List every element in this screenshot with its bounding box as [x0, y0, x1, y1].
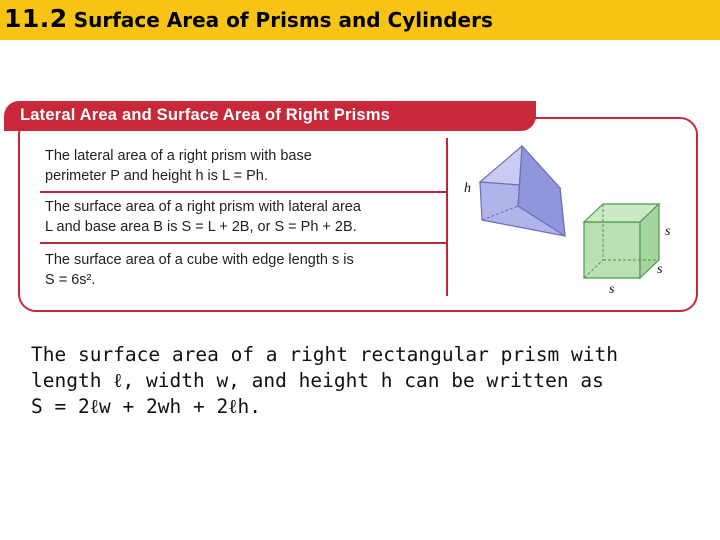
theorem-heading: Lateral Area and Surface Area of Right Prisms	[20, 106, 390, 124]
section-number: 11.2	[4, 4, 68, 33]
lateral-area-definition	[45, 146, 445, 186]
prism-and-cube-illustration	[460, 140, 690, 300]
paragraph-line: length ℓ, width w, and height h can be written as	[31, 369, 604, 392]
paragraph-line: S = 2ℓw + 2wh + 2ℓh.	[31, 395, 262, 418]
definition-line: The surface area of a cube with edge length s is	[45, 252, 354, 268]
triangular-prism-figure	[480, 146, 565, 236]
definition-line: The lateral area of a right prism with base	[45, 148, 312, 164]
cube-edge-label: s	[657, 262, 663, 277]
section-title: Surface Area of Prisms and Cylinders	[73, 8, 493, 32]
definition-line: The surface area of a right prism with lateral area	[45, 199, 361, 215]
cube-edge-label: s	[665, 224, 671, 239]
body-paragraph	[31, 342, 691, 420]
cube-edge-label: s	[609, 282, 615, 297]
definition-line: perimeter P and height h is L = Ph.	[45, 168, 268, 184]
definition-line: S = 6s².	[45, 272, 96, 288]
slide-title	[4, 4, 493, 33]
row-divider	[40, 191, 446, 193]
definition-line: L and base area B is S = L + 2B, or S = Ph + 2B.	[45, 219, 357, 235]
prism-height-label: h	[464, 181, 471, 196]
column-divider	[446, 138, 448, 296]
title-bar	[0, 0, 720, 40]
paragraph-line: The surface area of a right rectangular prism with	[31, 343, 618, 366]
cube-surface-area-definition	[45, 250, 445, 290]
cube-figure	[584, 204, 659, 278]
surface-area-definition	[45, 197, 445, 237]
row-divider	[40, 242, 446, 244]
